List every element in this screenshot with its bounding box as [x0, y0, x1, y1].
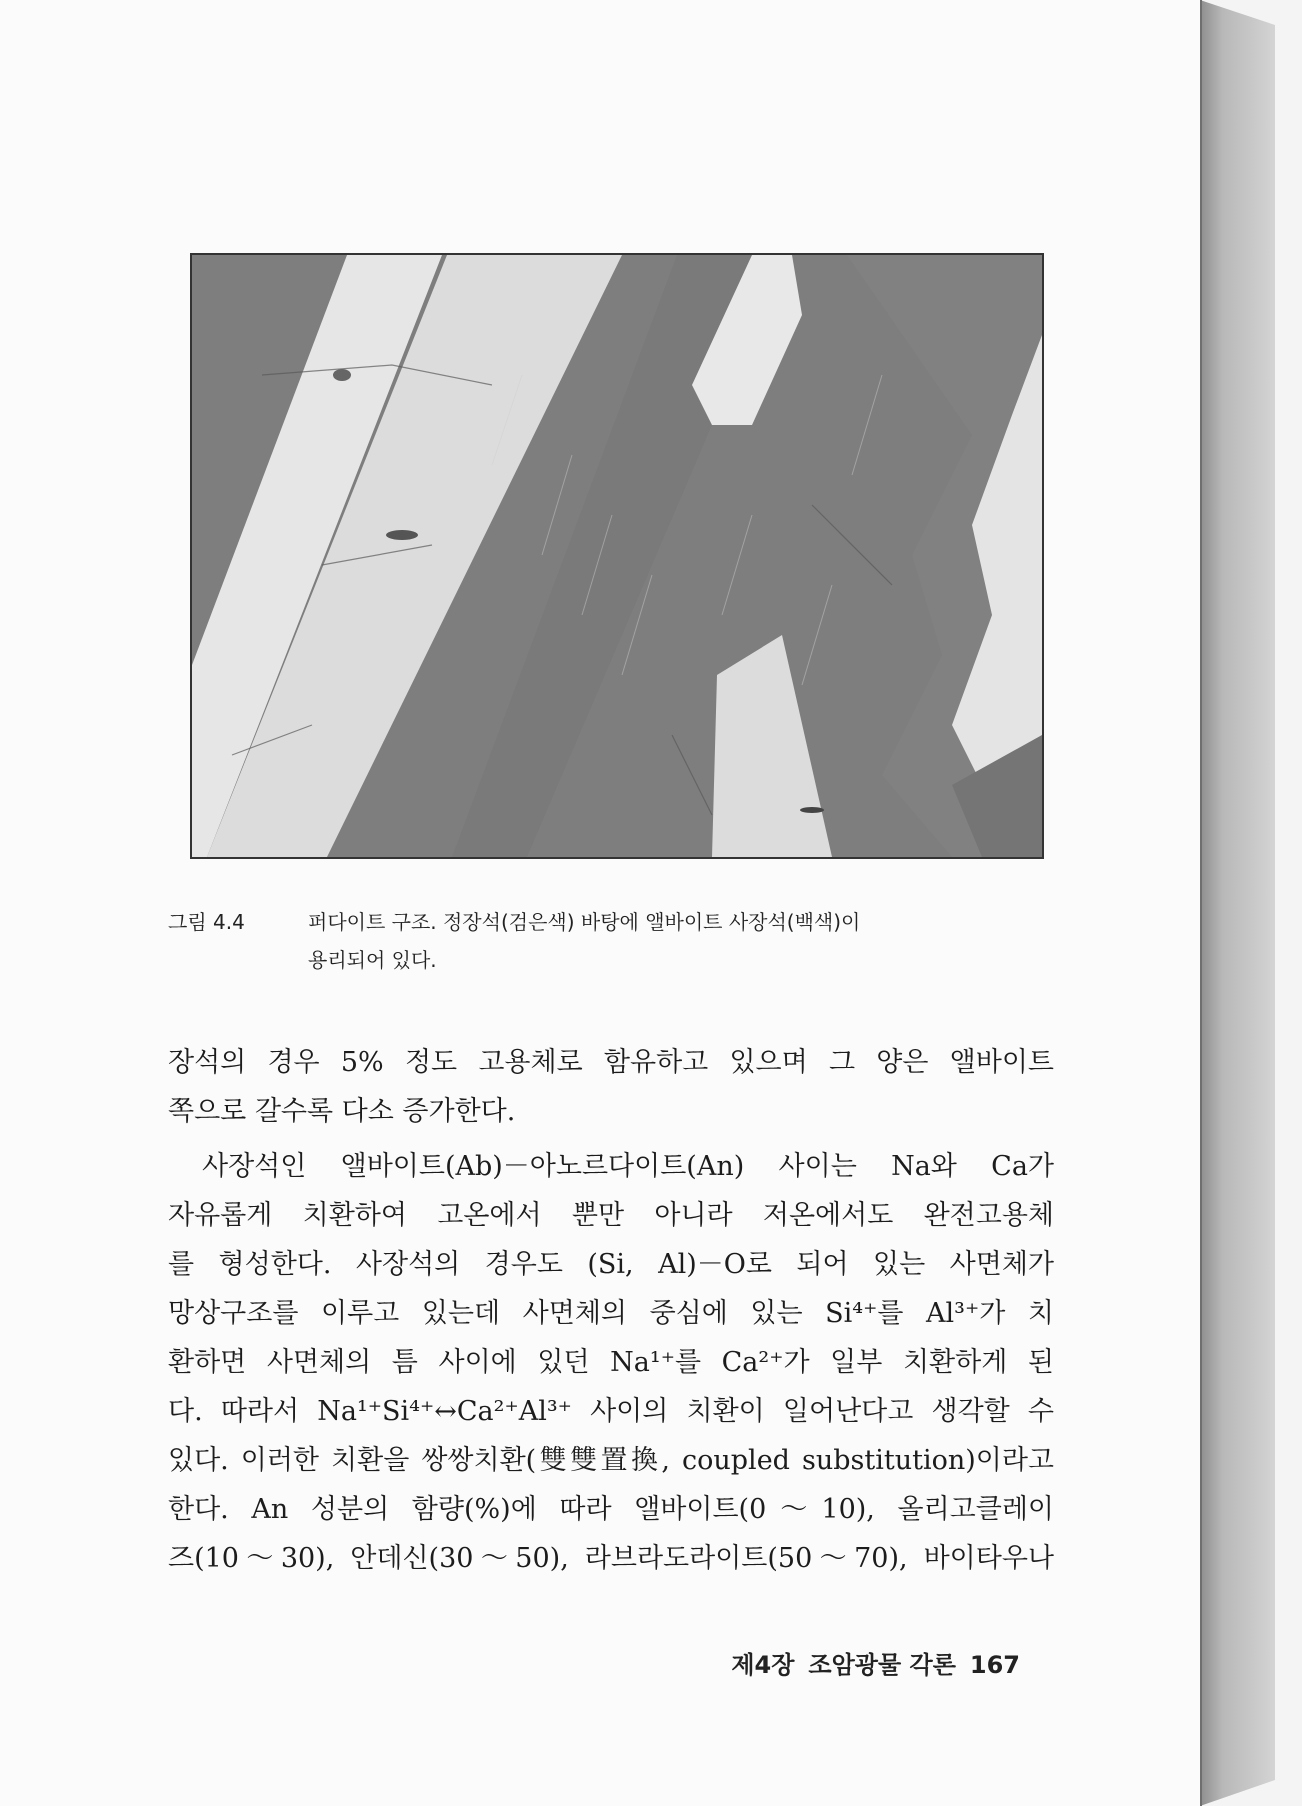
book-edge-divider	[1200, 0, 1202, 1806]
book-edge	[1200, 0, 1275, 1806]
perthite-micrograph	[192, 255, 1042, 857]
chapter-label: 제4장	[731, 1651, 795, 1679]
text-line: 장석의 경우 5% 정도 고용체로 함유하고 있으며 그 양은 앨바이트	[168, 1047, 1054, 1078]
caption-text-2: 용리되어 있다.	[308, 948, 437, 972]
caption-line-1	[168, 903, 1068, 941]
figure-label: 그림 4.4	[168, 910, 245, 934]
paragraph-2	[168, 1142, 1054, 1583]
running-footer	[700, 1645, 1020, 1680]
text-line: 자유롭게 치환하여 고온에서 뿐만 아니라 저온에서도 완전고용체	[168, 1200, 1054, 1231]
text-line: 를 형성한다. 사장석의 경우도 (Si, Al)－O로 되어 있는 사면체가	[168, 1249, 1054, 1280]
text-line: 즈(10～30), 안데신(30～50), 라브라도라이트(50～70), 바이타우나	[168, 1543, 1054, 1574]
figure-photo-perthite	[190, 253, 1044, 859]
page-number: 167	[969, 1651, 1020, 1679]
text-line: 쪽으로 갈수록 다소 증가한다.	[168, 1096, 516, 1127]
text-line: 망상구조를 이루고 있는데 사면체의 중심에 있는 Si⁴⁺를 Al³⁺가 치	[168, 1298, 1054, 1329]
figure-caption	[168, 903, 1068, 979]
text-line: 한다. An 성분의 함량(%)에 따라 앨바이트(0～10), 올리고클레이	[168, 1494, 1054, 1525]
text-line: 다. 따라서 Na¹⁺Si⁴⁺↔Ca²⁺Al³⁺ 사이의 치환이 일어난다고 생각할 수	[168, 1396, 1054, 1427]
body-text	[168, 1038, 1054, 1583]
caption-text-1: 퍼다이트 구조. 정장석(검은색) 바탕에 앨바이트 사장석(백색)이	[308, 910, 861, 934]
paragraph-1	[168, 1038, 1054, 1136]
text-line: 사장석인 앨바이트(Ab)－아노르다이트(An) 사이는 Na와 Ca가	[202, 1151, 1054, 1182]
text-line: 있다. 이러한 치환을 쌍쌍치환(雙雙置換, coupled substitution)이라고	[168, 1445, 1054, 1476]
text-line: 환하면 사면체의 틈 사이에 있던 Na¹⁺를 Ca²⁺가 일부 치환하게 된	[168, 1347, 1054, 1378]
chapter-title: 조암광물 각론	[808, 1651, 956, 1679]
